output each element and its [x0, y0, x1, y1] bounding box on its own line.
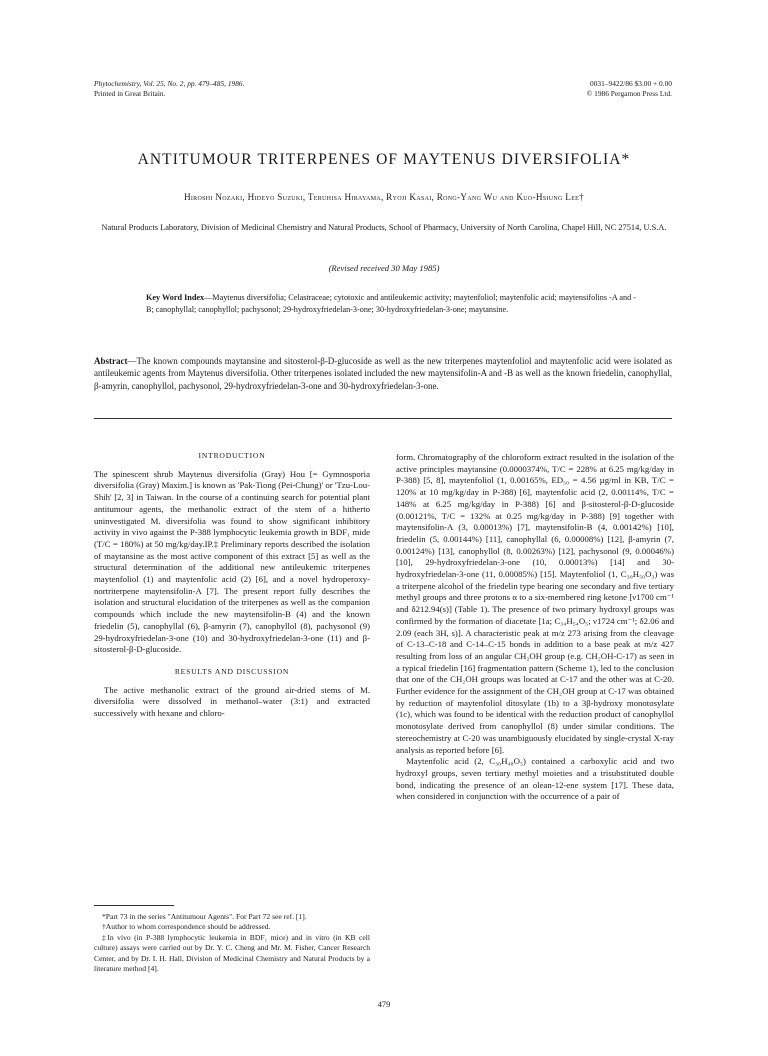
author-list: Hiroshi Nozaki, Hideyo Suzuki, Teruhisa Hirayama, Ryoji Kasai, Rong-Yang Wu and Kuo-Hsiung Lee†	[183, 192, 585, 202]
keyword-text: —Maytenus diversifolia; Celastraceae; cytotoxic and antileukemic activity; maytenfoliol; maytenfolic acid; maytensifolins -A and -B; canophyllal; canophyllol; pachysonol; 29-hydroxyfriedelan-3-one; 30-hydroxyfriedelan-3-one; maytansine.	[146, 293, 636, 314]
copyright-notice: © 1986 Pergamon Press Ltd.	[586, 89, 672, 98]
paper-title: ANTITUMOUR TRITERPENES OF MAYTENUS DIVERSIFOLIA*	[137, 151, 631, 168]
section-heading-results: RESULTS AND DISCUSSION	[174, 666, 290, 676]
introduction-paragraph: The spinescent shrub Maytenus diversifolia (Gray) Hou [= Gymnosporia diversifolia (Gray) Maxim.] is known as 'Pak-Tiong (Pei-Chung)' or 'Tzu-Lou-Shih' [2, 3] in Taiwan. In the course of a continuing search for potential plant antitumour agents, the methanolic extract of the stem of a hitherto uninvestigated M. diversifolia was found to show significant inhibitory activity in vivo against the P-388 lymphocytic leukemia growth in BDF₁ mide (T/C = 180%) at 50 mg/kg/day.IP.‡ Preliminary reports described the isolation of maytansine as the most active component of this extract [5] as well as the structural determination of the additional new antileukemic triterpenes maytenfoliol (1) and maytenfolic acid (2) [6], and a novel hydroperoxy-nortriterpene maytensifolin-A [7]. The present report fully describes the isolation and structural elucidation of the triterpenes as well as the companion compounds which include the new maytensifolin-B (4) and the known friedelin (5), canophyllal (6), β-amyrin (7), canophyllol (8), pachysonol (9) 29-hydroxyfriedelan-3-one (10) and 30-hydroxyfriedelan-3-one (11) and β-sitosterol-β-D-glucoside.	[94, 468, 370, 655]
abstract-text: —The known compounds maytansine and sitosterol-β-D-glucoside as well as the new triterpenes maytenfoliol and maytenfolic acid were isolated as antileukemic agents from Maytenus diversifolia. Other triterpenes isolated included the new maytensifolin-A and -B as well as the known friedelin, canophyllal, β-amyrin, canophyllol, pachysonol, 29-hydroxyfriedelan-3-one and 30-hydroxyfriedelan-3-one.	[94, 356, 672, 391]
abstract-divider	[94, 418, 672, 419]
body-paragraph: form. Chromatography of the chloroform extract resulted in the isolation of the active principles maytansine (0.0000374%, T/C = 228% at 6.25 mg/kg/day in P-388) [5, 8], maytenfoliol (1, 0.00165%, ED₅₀ = 4.56 µg/ml in KB, T/C = 120% at 10 mg/kg/day in P-388) [6], maytenfolic acid (2, 0.00114%, T/C = 148% at 6.25 mg/kg/day in P-388) [6] and β-sitosterol-β-D-glucoside (0.00121%, T/C = 132% at 0.25 mg/kg/day in P-388) [9] together with maytensifolin-A (3, 0.00013%) [7], maytensifolin-B (4, 0.00142%) [10], friedelin (5, 0.00144%) [11], canophyllal (6, 0.00008%) [12], β-amyrin (7, 0.00124%) [13], canophyllol (8, 0.00263%) [12], pachysonol (9, 0.00046%) [10], 29-hydroxyfriedelan-3-one (10, 0.00013%) [14] and 30-hydroxyfriedelan-3-one (11, 0.00085%) [15]. Maytenfoliol (1, C₃₀H₅₀O₃) was a triterpene alcohol of the friedelin type bearing one secondary and five tertiary methyl groups and three protons α to a six-membered ring ketone [ν1700 cm⁻¹ and δ212.94(s)] (Table 1). The presence of two primary hydroxyl groups was confirmed by the formation of diacetate [1a; C₃₄H₅₄O₅; ν1724 cm⁻¹; δ2.06 and 2.09 (each 3H, s)]. A characteristic peak at m/z 273 arising from the cleavage of C-13–C-18 and C-14–C-15 bonds in addition to a base peak at m/z 427 resulting from loss of an angular CH₂OH group (e.g. CH₂OH-C-17) as seen in a typical friedelin [16] fragmentation pattern (Scheme 1), led to the conclusion that one of the CH₂OH groups was located at C-17 and the other was at C-20. Further evidence for the assignment of the CH₂OH group at C-17 was obtained by reduction of maytenfoliol ditosylate (1b) to a 3β-hydroxy monotosylate (1c), which was found to be identical with the reduction product of canophyllol monotosylate derived from canophyllol (8) under similar conditions. The stereochemistry at C-20 was unambiguously elucidated by single-crystal X-ray analysis as reported before [6].	[396, 452, 674, 755]
footnote-part: *Part 73 in the series "Antitumour Agents". For Part 72 see ref. [1].	[102, 912, 307, 921]
abstract-label: Abstract	[94, 356, 128, 366]
right-column	[396, 452, 674, 803]
affiliation: Natural Products Laboratory, Division of Medicinal Chemistry and Natural Products, School of Pharmacy, University of North Carolina, Chapel Hill, NC 27514, U.S.A.	[101, 223, 667, 232]
journal-header	[94, 79, 244, 99]
printed-location: Printed in Great Britain.	[94, 89, 166, 98]
journal-citation: Phytochemistry, Vol. 25, No. 2, pp. 479–485, 1986.	[94, 79, 245, 88]
section-heading-introduction: INTRODUCTION	[198, 451, 266, 460]
results-paragraph: The active methanolic extract of the ground air-dried stems of M. diversifolia were dissolved in methanol–water (3:1) and extracted successively with hexane and chloro-	[94, 684, 370, 719]
page-number: 479	[377, 1000, 391, 1009]
publisher-header	[587, 79, 672, 99]
left-column	[94, 450, 370, 720]
keyword-label: Key Word Index	[146, 293, 205, 302]
footnote-assay: ‡In vivo (in P-388 lymphocytic leukemia in BDF₁ mice) and in vitro (in KB cell culture) assays were carried out by Dr. Y. C. Cheng and Mr. M. Fisher, Cancer Research Center, and by Dr. I. H. Hall, Division of Medicinal Chemistry and Natural Products by a literature method [4].	[94, 932, 370, 974]
body-paragraph: Maytenfolic acid (2, C₃₀H₄₈O₅) contained a carboxylic acid and two hydroxyl groups, seven tertiary methyl moieties and a trisubstituted double bond, indicating the presence of an olean-12-ene system [17]. These data, when considered in conjunction with the occurrence of a pair of	[396, 756, 674, 802]
footnotes	[94, 912, 370, 974]
footnote-correspondence: †Author to whom correspondence should be addressed.	[102, 922, 271, 932]
abstract	[94, 355, 672, 392]
keyword-index	[146, 292, 636, 315]
article-code: 0031–9422/86 $3.00 + 0.00	[590, 79, 672, 88]
revised-date: (Revised received 30 May 1985)	[328, 263, 440, 273]
footnote-divider	[94, 905, 174, 906]
